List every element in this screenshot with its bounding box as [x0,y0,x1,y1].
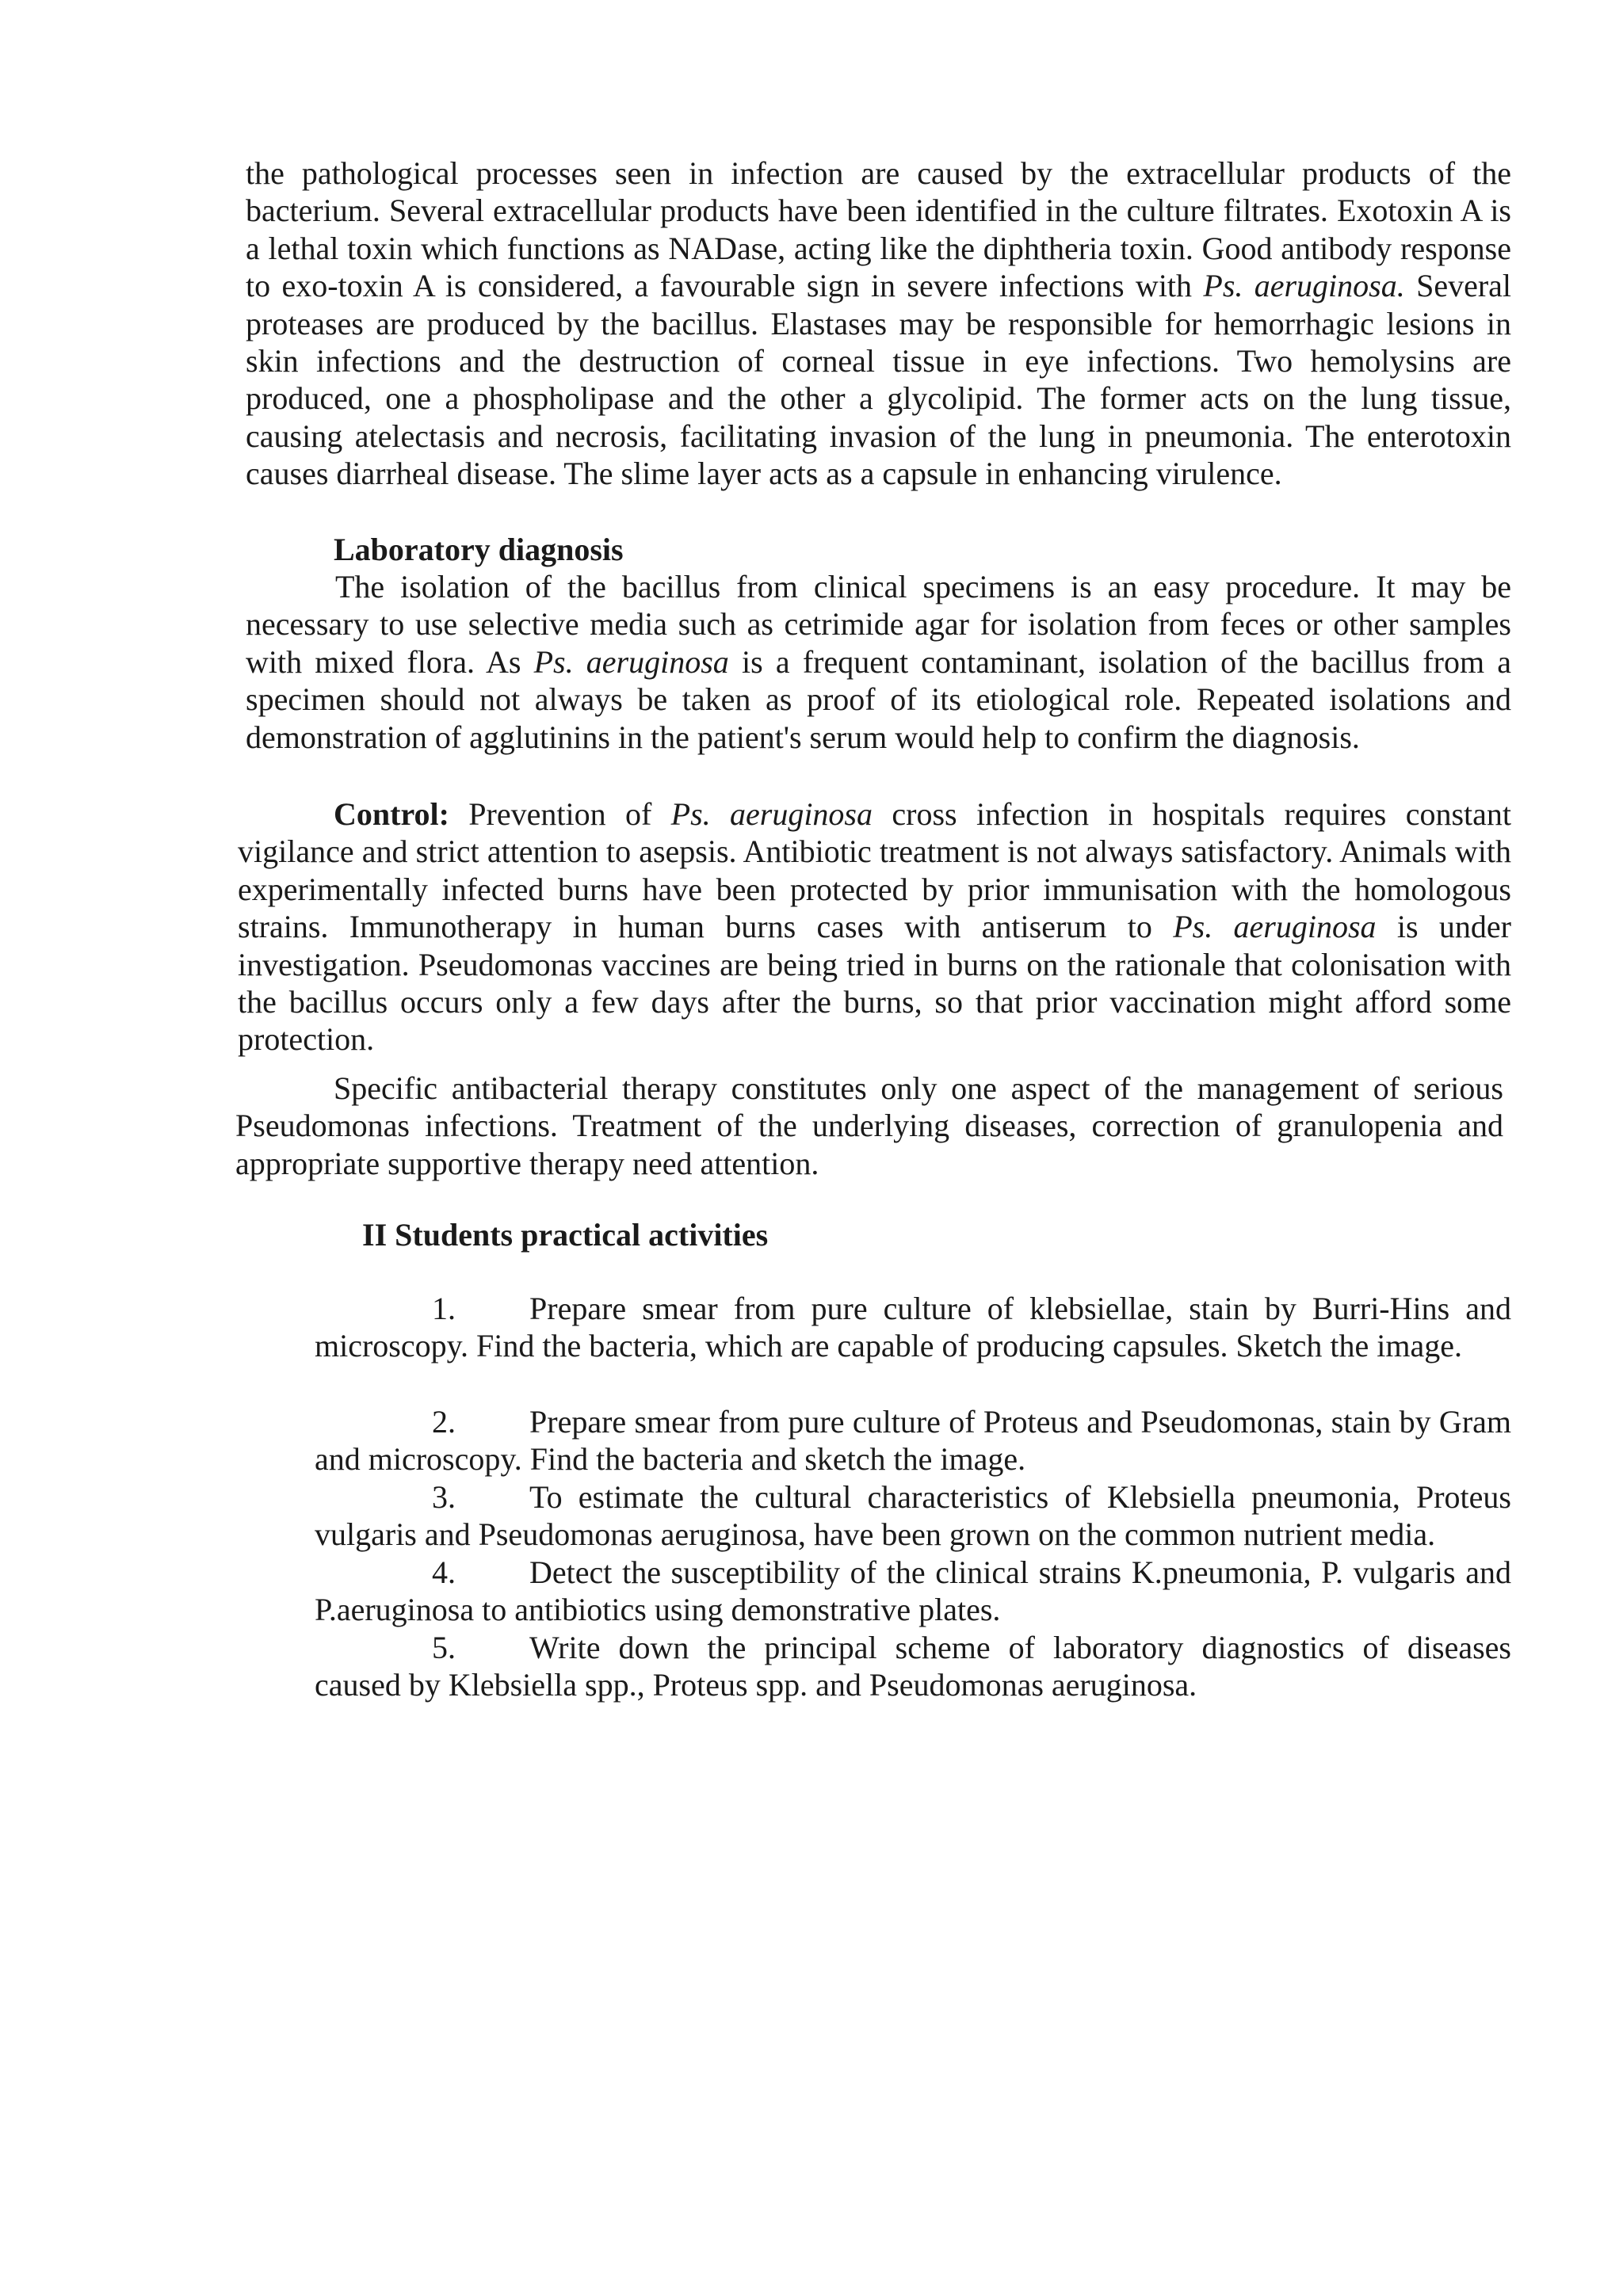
lab-diagnosis-paragraph [246,568,1511,756]
pathogenesis-species: Ps. aeruginosa. [1203,268,1405,304]
control-paragraph [238,795,1511,1058]
lab-diagnosis-text-1: The isolation of the bacillus from clinical specimens is an easy procedure. It may be necessary to use selective media such as cetrimide agar for isolation from feces or other samples with mixed flora. As [246,569,1511,680]
therapy-text: Specific antibacterial therapy constitutes only one aspect of the management of serious Pseudomonas infections. Treatment of the underlying diseases, correction of granulopenia and appropriate supportive therapy need attention. [235,1070,1503,1181]
activity-item [315,1554,1511,1629]
activity-text: Prepare smear from pure culture of klebsiellae, stain by Burri-Hins and microscopy. Find the bacteria, which are capable of producing capsules. Sketch the image. [315,1291,1511,1364]
lab-diagnosis-text-2: is a frequent contaminant, isolation of the bacillus from a specimen should not always be taken as proof of its etiological role. Repeated isolations and demonstration of agglutinins in the patient's serum would help to confirm the diagnosis. [246,643,1512,755]
activity-item [315,1403,1511,1478]
activity-item [315,1290,1511,1365]
control-text-2: cross infection in hospitals requires constant vigilance and strict attention to asepsis. Antibiotic treatment is not always satisfactory. Animals with experimentally infected burns have been protected by prior immunisation with the homologous strains. Immunotherapy in human burns cases with antiserum to [238,796,1512,945]
activity-item [315,1478,1511,1554]
activity-number: 2. [432,1404,456,1440]
control-text-3: is under investigation. Pseudomonas vaccines are being tried in burns on the rationale that colonisation with the bacillus occurs only a few days after the burns, so that prior vaccination might afford some protection. [238,909,1511,1058]
activity-number: 3. [432,1479,456,1515]
therapy-paragraph [235,1070,1503,1182]
activity-text: Prepare smear from pure culture of Proteus and Pseudomonas, stain by Gram and microscopy. Find the bacteria and sketch the image. [315,1404,1511,1478]
control-label: Control: [334,796,449,832]
pathogenesis-paragraph [246,154,1511,493]
lab-diagnosis-heading: Laboratory diagnosis [334,532,624,567]
activity-item [315,1629,1511,1704]
activity-text: Write down the principal scheme of laboratory diagnostics of diseases caused by Klebsiella spp., Proteus spp. and Pseudomonas aeruginosa. [315,1630,1511,1703]
activity-text: Detect the susceptibility of the clinical strains K.pneumonia, P. vulgaris and P.aeruginosa to antibiotics using demonstrative plates. [315,1554,1511,1628]
control-species-1: Ps. aeruginosa [670,796,873,832]
pathogenesis-text-1: the pathological processes seen in infection are caused by the extracellular products of the bacterium. Several extracellular products have been identified in the culture filtrates. Exotoxin A is a lethal toxin which functions as NADase, acting like the diphtheria toxin. Good antibody response to exo-toxin A is considered, a favourable sign in severe infections with [246,155,1511,304]
activity-number: 5. [432,1630,456,1665]
lab-diagnosis-species: Ps. aeruginosa [533,643,729,680]
activities-heading: II Students practical activities [362,1217,769,1253]
control-text-1: Prevention of [449,796,671,832]
pathogenesis-text-2: Several proteases are produced by the bacillus. Elastases may be responsible for hemorrhagic lesions in skin infections and the destruction of corneal tissue in eye infections. Two hemolysins are produced, one a phospholipase and the other a glycolipid. The former acts on the lung tissue, causing atelectasis and necrosis, facilitating invasion of the lung in pneumonia. The enterotoxin causes diarrheal disease. The slime layer acts as a capsule in enhancing virulence. [246,268,1512,492]
activity-text: To estimate the cultural characteristics of Klebsiella pneumonia, Proteus vulgaris and Pseudomonas aeruginosa, have been grown on the common nutrient media. [315,1479,1511,1553]
activity-number: 4. [432,1554,456,1590]
activity-number: 1. [432,1291,456,1326]
control-species-2: Ps. aeruginosa [1173,909,1377,945]
